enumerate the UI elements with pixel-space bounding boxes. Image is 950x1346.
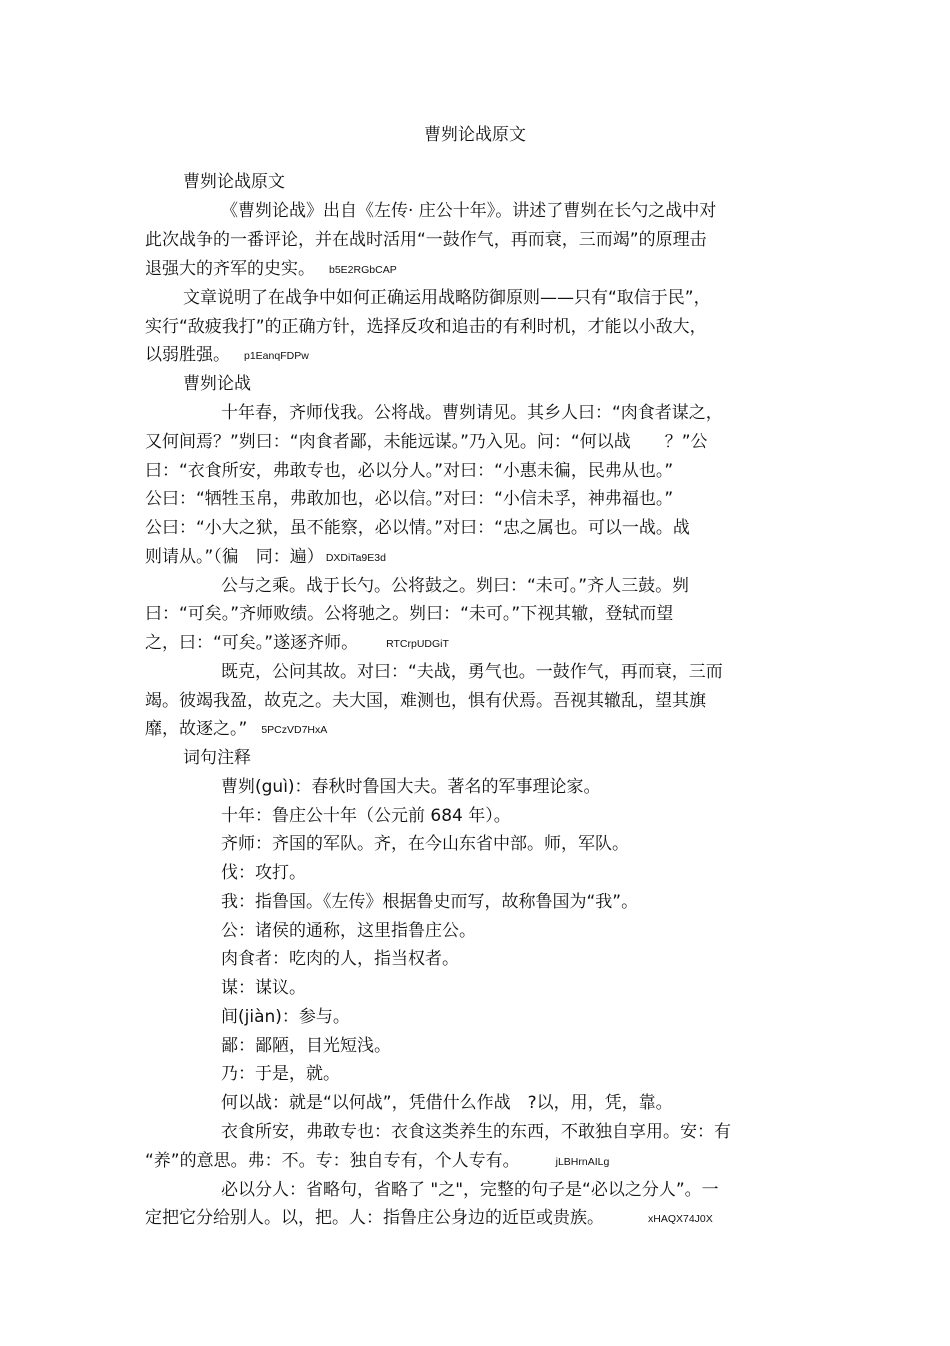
section-heading: 曹刿论战原文 bbox=[183, 172, 285, 192]
text-line: 《曹刿论战》出自《左传· 庄公十年》。讲述了曹刿在长勺之战中对 bbox=[221, 201, 717, 221]
text-line: 何以战：就是“以何战”，凭借什么作战 ?以，用，凭，靠。 bbox=[221, 1093, 673, 1113]
text-line: 肉食者：吃肉的人，指当权者。 bbox=[221, 949, 459, 969]
text-line: 谋：谋议。 bbox=[221, 978, 306, 998]
text-line: 此次战争的一番评论，并在战时活用“一鼓作气，再而衰，三而竭”的原理击 bbox=[145, 230, 707, 250]
doc-code: jLBHrnAILg bbox=[555, 1156, 610, 1168]
text-line: 十年：鲁庄公十年（公元前 684 年）。 bbox=[221, 806, 511, 826]
text-line: 又何间焉？”刿曰：“肉食者鄙，未能远谋。”乃入见。问：“何以战 ？”公 bbox=[145, 432, 708, 452]
text-line: 衣食所安，弗敢专也：衣食这类养生的东西，不敢独自享用。安：有 bbox=[221, 1122, 731, 1142]
text-line: 伐：攻打。 bbox=[221, 863, 306, 883]
text-line: 齐师：齐国的军队。齐，在今山东省中部。师，军队。 bbox=[221, 834, 629, 854]
section-heading: 曹刿论战 bbox=[183, 374, 251, 394]
text-line: 必以分人：省略句，省略了 "之"，完整的句子是“必以之分人”。一 bbox=[221, 1180, 719, 1200]
text-line: 乃：于是，就。 bbox=[221, 1064, 340, 1084]
text-line: 我：指鲁国。《左传》根据鲁史而写，故称鲁国为“我”。 bbox=[221, 892, 639, 912]
text-line: 曰：“可矣。”齐师败绩。公将驰之。刿曰：“未可。”下视其辙，登轼而望 bbox=[145, 604, 674, 624]
section-heading: 词句注释 bbox=[183, 748, 251, 768]
text-line: 十年春，齐师伐我。公将战。曹刿请见。其乡人曰：“肉食者谋之， bbox=[221, 403, 723, 423]
text-line: 公曰：“牺牲玉帛，弗敢加也，必以信。”对曰：“小信未孚，神弗福也。” bbox=[145, 489, 674, 509]
doc-code: xHAQX74J0X bbox=[648, 1213, 713, 1225]
doc-code: DXDiTa9E3d bbox=[325, 552, 386, 564]
text-line: 退强大的齐军的史实。 b5E2RGbCAP bbox=[145, 259, 397, 279]
text-line: 鄙：鄙陋，目光短浅。 bbox=[221, 1036, 391, 1056]
text-line: 定把它分给别人。以，把。人：指鲁庄公身边的近臣或贵族。 xHAQX74J0X bbox=[145, 1208, 713, 1228]
text-line: 间(jiàn)：参与。 bbox=[221, 1007, 350, 1027]
text-line: 既克，公问其故。对曰：“夫战，勇气也。一鼓作气，再而衰，三而 bbox=[221, 662, 723, 682]
text-line: 公与之乘。战于长勺。公将鼓之。刿曰：“未可。”齐人三鼓。刿 bbox=[221, 576, 690, 596]
text-line: 以弱胜强。 p1EanqFDPw bbox=[145, 345, 309, 365]
doc-code: 5PCzVD7HxA bbox=[261, 724, 328, 736]
page-title: 曹刿论战原文 bbox=[424, 125, 526, 145]
text-line: 公曰：“小大之狱，虽不能察，必以情。”对曰：“忠之属也。可以一战。战 bbox=[145, 518, 690, 538]
text-line: 实行“敌疲我打”的正确方针，选择反攻和追击的有利时机，才能以小敌大， bbox=[145, 317, 707, 337]
text-line: 文章说明了在战争中如何正确运用战略防御原则——只有“取信于民”， bbox=[183, 288, 711, 308]
doc-code: b5E2RGbCAP bbox=[329, 264, 397, 276]
text-line: 曹刿(guì)：春秋时鲁国大夫。著名的军事理论家。 bbox=[221, 777, 601, 797]
text-line: 公：诸侯的通称，这里指鲁庄公。 bbox=[221, 921, 476, 941]
text-line: 竭。彼竭我盈，故克之。夫大国，难测也，惧有伏焉。吾视其辙乱，望其旗 bbox=[145, 691, 706, 711]
text-line: 曰：“衣食所安，弗敢专也，必以分人。”对曰：“小惠未徧，民弗从也。” bbox=[145, 461, 674, 481]
doc-code: RTCrpUDGiT bbox=[386, 638, 449, 650]
text-line: 则请从。”（徧 同：遍） DXDiTa9E3d bbox=[145, 547, 386, 567]
doc-code: p1EanqFDPw bbox=[244, 350, 309, 362]
text-line: 靡，故逐之。” 5PCzVD7HxA bbox=[145, 719, 328, 739]
text-line: “养”的意思。弗：不。专：独自专有，个人专有。 jLBHrnAILg bbox=[145, 1151, 610, 1171]
text-line: 之，曰：“可矣。”遂逐齐师。 RTCrpUDGiT bbox=[145, 633, 449, 653]
